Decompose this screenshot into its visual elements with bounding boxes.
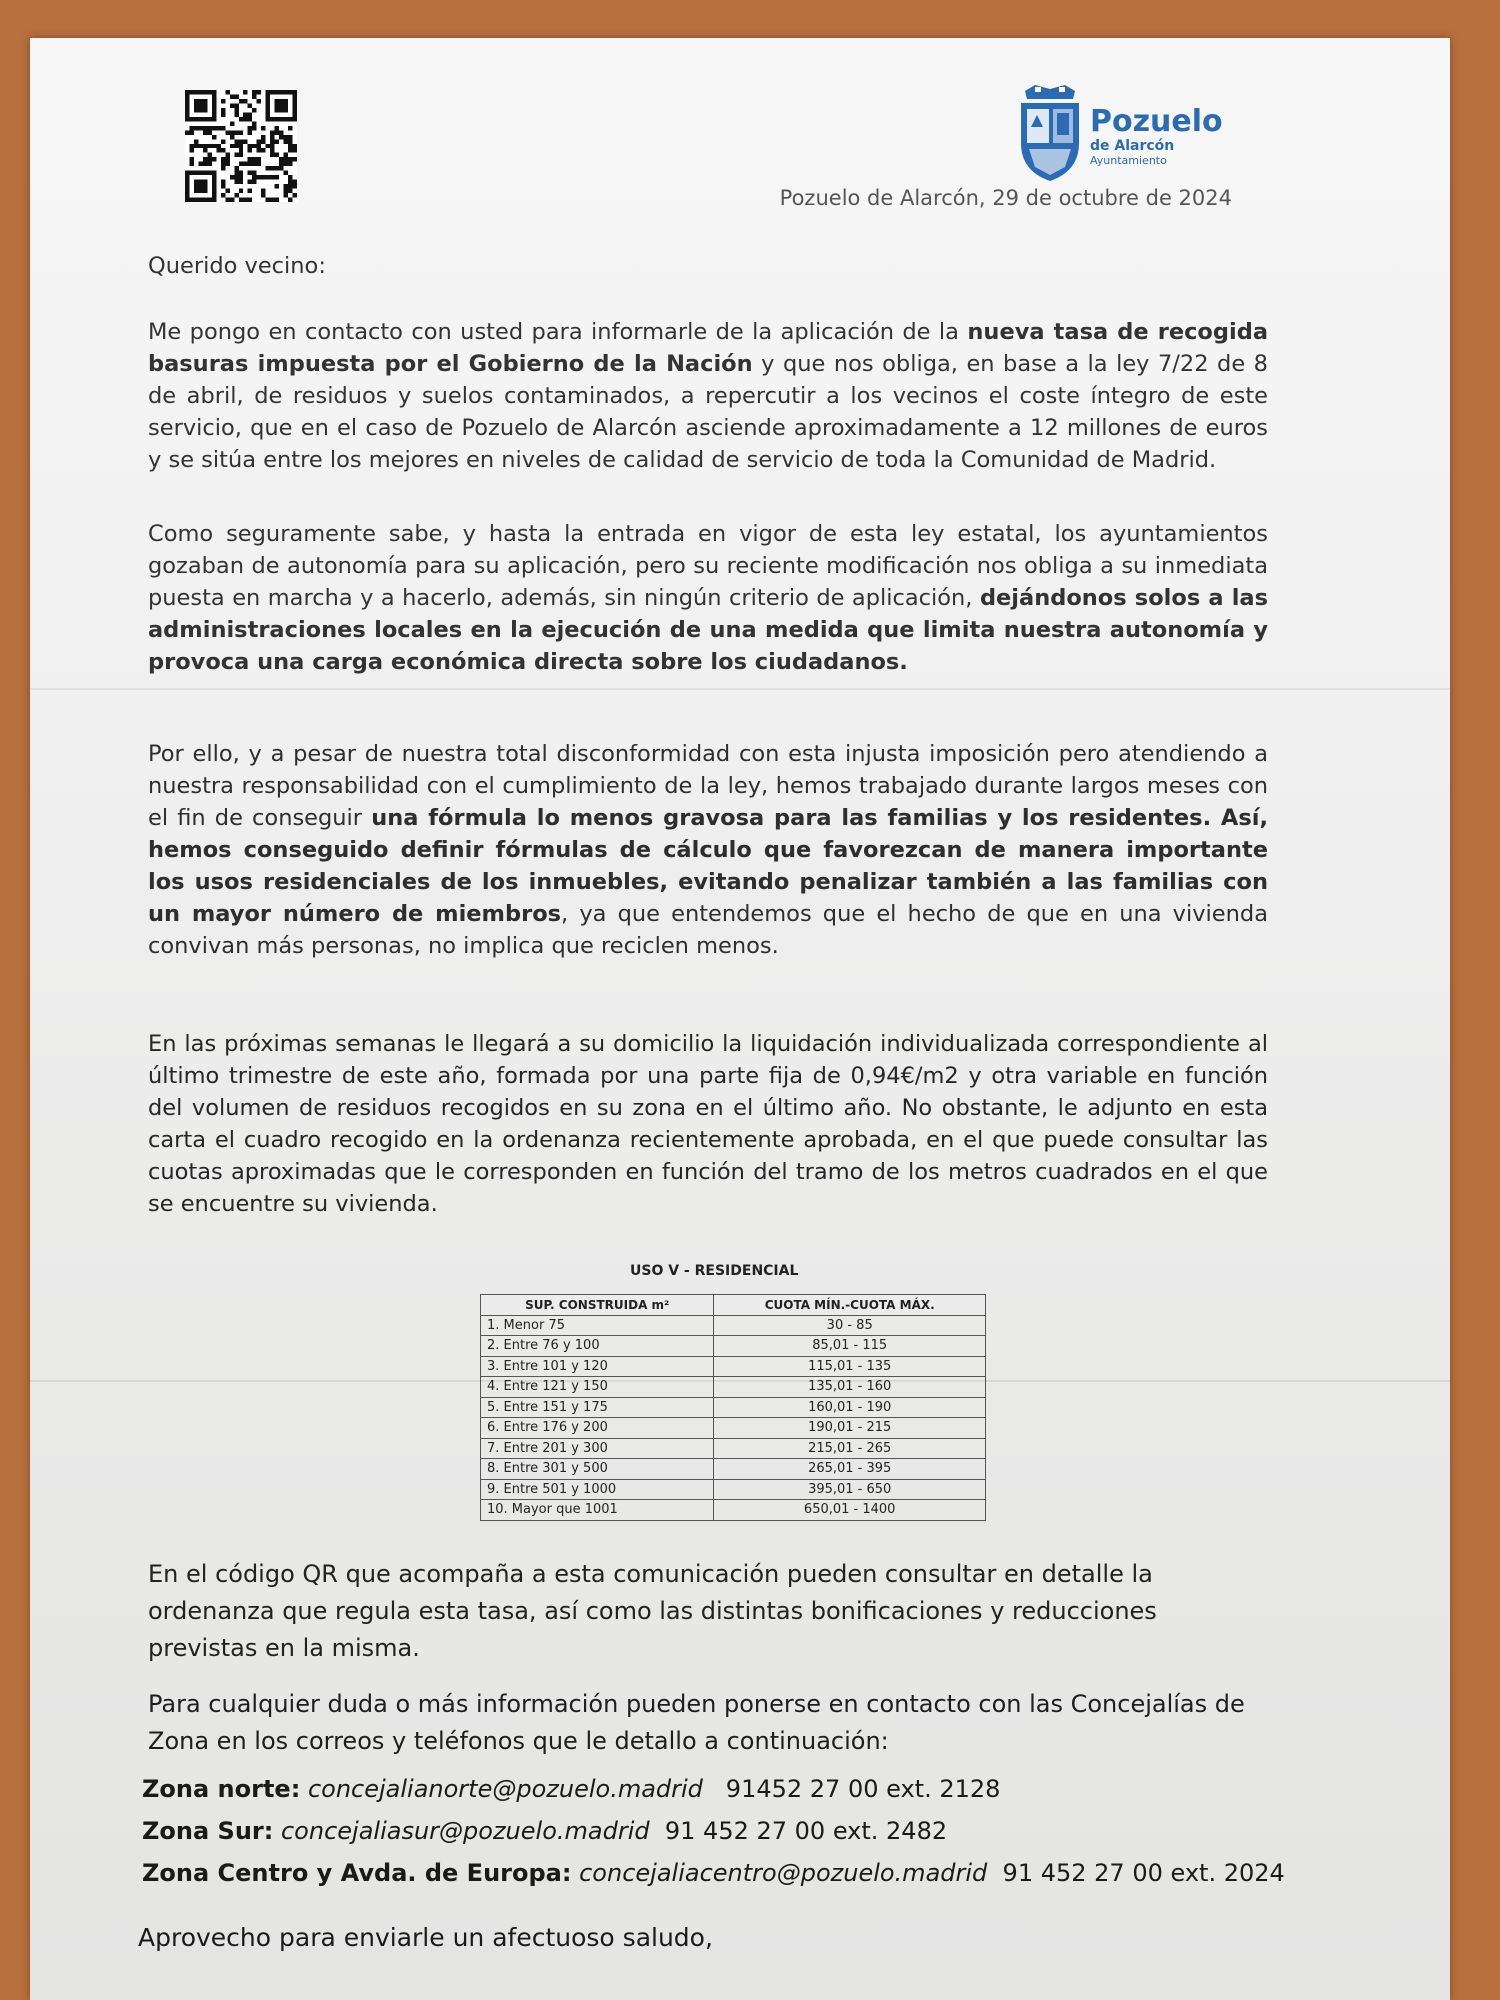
contact-zone: Zona norte: (142, 1775, 301, 1803)
table-row (481, 1356, 986, 1377)
paper-fold (30, 688, 1450, 690)
table-row (481, 1377, 986, 1398)
text-run: Me pongo en contacto con usted para informarle de la aplicación de la (148, 319, 968, 345)
text-run: y que nos obliga, en base a la ley 7/22 de 8 de abril, de residuos y suelos contaminados, a repercutir a los vecinos el coste íntegro de este servicio, que en el caso de Pozuelo de Alarcón asciende aproximadamente a 12 millones de euros y se sitúa entre los mejores en niveles de calidad de servicio de toda la Comunidad de Madrid. (148, 351, 1268, 473)
paragraph-1 (148, 316, 1268, 476)
surface-range-cell: 1. Menor 75 (481, 1315, 714, 1336)
surface-range-cell: 7. Entre 201 y 300 (481, 1438, 714, 1459)
surface-range-cell: 8. Entre 301 y 500 (481, 1459, 714, 1480)
surface-range-cell: 3. Entre 101 y 120 (481, 1356, 714, 1377)
table-row (481, 1397, 986, 1418)
text-run: , ya que entendemos que el hecho de que en una vivienda convivan más personas, no implica que reciclen menos. (148, 901, 1268, 959)
contact-phone: 91 452 27 00 ext. 2482 (664, 1817, 948, 1845)
letter-paper (30, 38, 1450, 2000)
fee-range-cell: 85,01 - 115 (714, 1336, 986, 1357)
contact-zone: Zona Sur: (142, 1817, 274, 1845)
logo-line-3: Ayuntamiento (1090, 154, 1167, 167)
fee-range-cell: 650,01 - 1400 (714, 1500, 986, 1521)
qr-code-icon[interactable] (185, 90, 297, 202)
table-row (481, 1336, 986, 1357)
text-run: Como seguramente sabe, y hasta la entrada en vigor de esta ley estatal, los ayuntamientos gozaban de autonomía para su aplicación, pero su reciente modificación nos obliga a su inmediata puesta en marcha y a hacerlo, además, sin ningún criterio de aplicación, (148, 521, 1268, 611)
contact-email[interactable]: concejaliacentro@pozuelo.madrid (579, 1859, 988, 1887)
paragraph-2 (148, 518, 1268, 678)
fee-range-cell: 115,01 - 135 (714, 1356, 986, 1377)
contact-list (142, 1768, 1285, 1894)
text-run: En las próximas semanas le llegará a su domicilio la liquidación individualizada correspondiente al último trimestre de este año, formada por una parte fija de 0,94€/m2 y otra variable en función del volumen de residuos recogidos en su zona en el último año. No obstante, le adjunto en esta carta el cuadro recogido en la ordenanza recientemente aprobada, en el que puede consultar las cuotas aproximadas que le corresponden en función del tramo de los metros cuadrados en el que se encuentre su vivienda. (148, 1031, 1268, 1217)
contact-item (142, 1768, 1285, 1810)
contact-email[interactable]: concejaliasur@pozuelo.madrid (280, 1817, 650, 1845)
surface-range-cell: 6. Entre 176 y 200 (481, 1418, 714, 1439)
table-row (481, 1500, 986, 1521)
paragraph-4 (148, 1028, 1268, 1220)
table-row (481, 1459, 986, 1480)
fee-range-cell: 135,01 - 160 (714, 1377, 986, 1398)
paragraph-3 (148, 738, 1268, 962)
paragraph-contact-info: Para cualquier duda o más información pueden ponerse en contacto con las Concejalías de Zona en los correos y teléfonos que le detallo a continuación: (148, 1690, 1245, 1755)
table-row (481, 1315, 986, 1336)
contact-email[interactable]: concejalianorte@pozuelo.madrid (307, 1775, 703, 1803)
letter-date: Pozuelo de Alarcón, 29 de octubre de 2024 (779, 186, 1232, 210)
logo-line-1: Pozuelo (1090, 104, 1223, 139)
table-row (481, 1438, 986, 1459)
contact-zone: Zona Centro y Avda. de Europa: (142, 1859, 572, 1887)
surface-range-cell: 9. Entre 501 y 1000 (481, 1479, 714, 1500)
surface-range-cell: 2. Entre 76 y 100 (481, 1336, 714, 1357)
bold-text-run: nueva tasa de recogida basuras impuesta por el Gobierno de la Nación (148, 319, 1268, 377)
table-header-row (481, 1295, 986, 1316)
table-title: USO V - RESIDENCIAL (630, 1263, 799, 1279)
fee-range-cell: 160,01 - 190 (714, 1397, 986, 1418)
farewell: Aprovecho para enviarle un afectuoso saludo, (138, 1923, 713, 1952)
text-run: Por ello, y a pesar de nuestra total disconformidad con esta injusta imposición pero atendiendo a nuestra responsabilidad con el cumplimiento de la ley, hemos trabajado durante largos meses con el fin de conseguir (148, 741, 1268, 831)
bold-text-run: dejándonos solos a las administraciones locales en la ejecución de una medida que limita nuestra autonomía y provoca una carga económica directa sobre los ciudadanos. (148, 585, 1268, 675)
greeting: Querido vecino: (148, 253, 326, 279)
surface-range-cell: 10. Mayor que 1001 (481, 1500, 714, 1521)
fee-range-cell: 190,01 - 215 (714, 1418, 986, 1439)
fee-range-cell: 215,01 - 265 (714, 1438, 986, 1459)
header-surface: SUP. CONSTRUIDA m² (481, 1295, 714, 1316)
logo-line-2: de Alarcón (1090, 138, 1175, 154)
contact-item (142, 1852, 1285, 1894)
city-crest-icon (1015, 83, 1085, 183)
table-row (481, 1418, 986, 1439)
fee-table (480, 1294, 986, 1521)
surface-range-cell: 5. Entre 151 y 175 (481, 1397, 714, 1418)
fee-range-cell: 395,01 - 650 (714, 1479, 986, 1500)
header-fee: CUOTA MÍN.-CUOTA MÁX. (714, 1295, 986, 1316)
city-logo (1015, 83, 1255, 203)
surface-range-cell: 4. Entre 121 y 150 (481, 1377, 714, 1398)
contact-phone: 91452 27 00 ext. 2128 (725, 1775, 1001, 1803)
table-row (481, 1479, 986, 1500)
contact-phone: 91 452 27 00 ext. 2024 (1002, 1859, 1285, 1887)
bold-text-run: una fórmula lo menos gravosa para las familias y los residentes. Así, hemos conseguido definir fórmulas de cálculo que favorezcan de manera importante los usos residenciales de los inmuebles, evitando penalizar también a las familias con un mayor número de miembros (148, 805, 1268, 927)
fee-range-cell: 30 - 85 (714, 1315, 986, 1336)
contact-item (142, 1810, 1285, 1852)
fee-range-cell: 265,01 - 395 (714, 1459, 986, 1480)
paragraph-qr-info: En el código QR que acompaña a esta comunicación pueden consultar en detalle la ordenanza que regula esta tasa, así como las distintas bonificaciones y reducciones previstas en la misma. (148, 1560, 1157, 1662)
